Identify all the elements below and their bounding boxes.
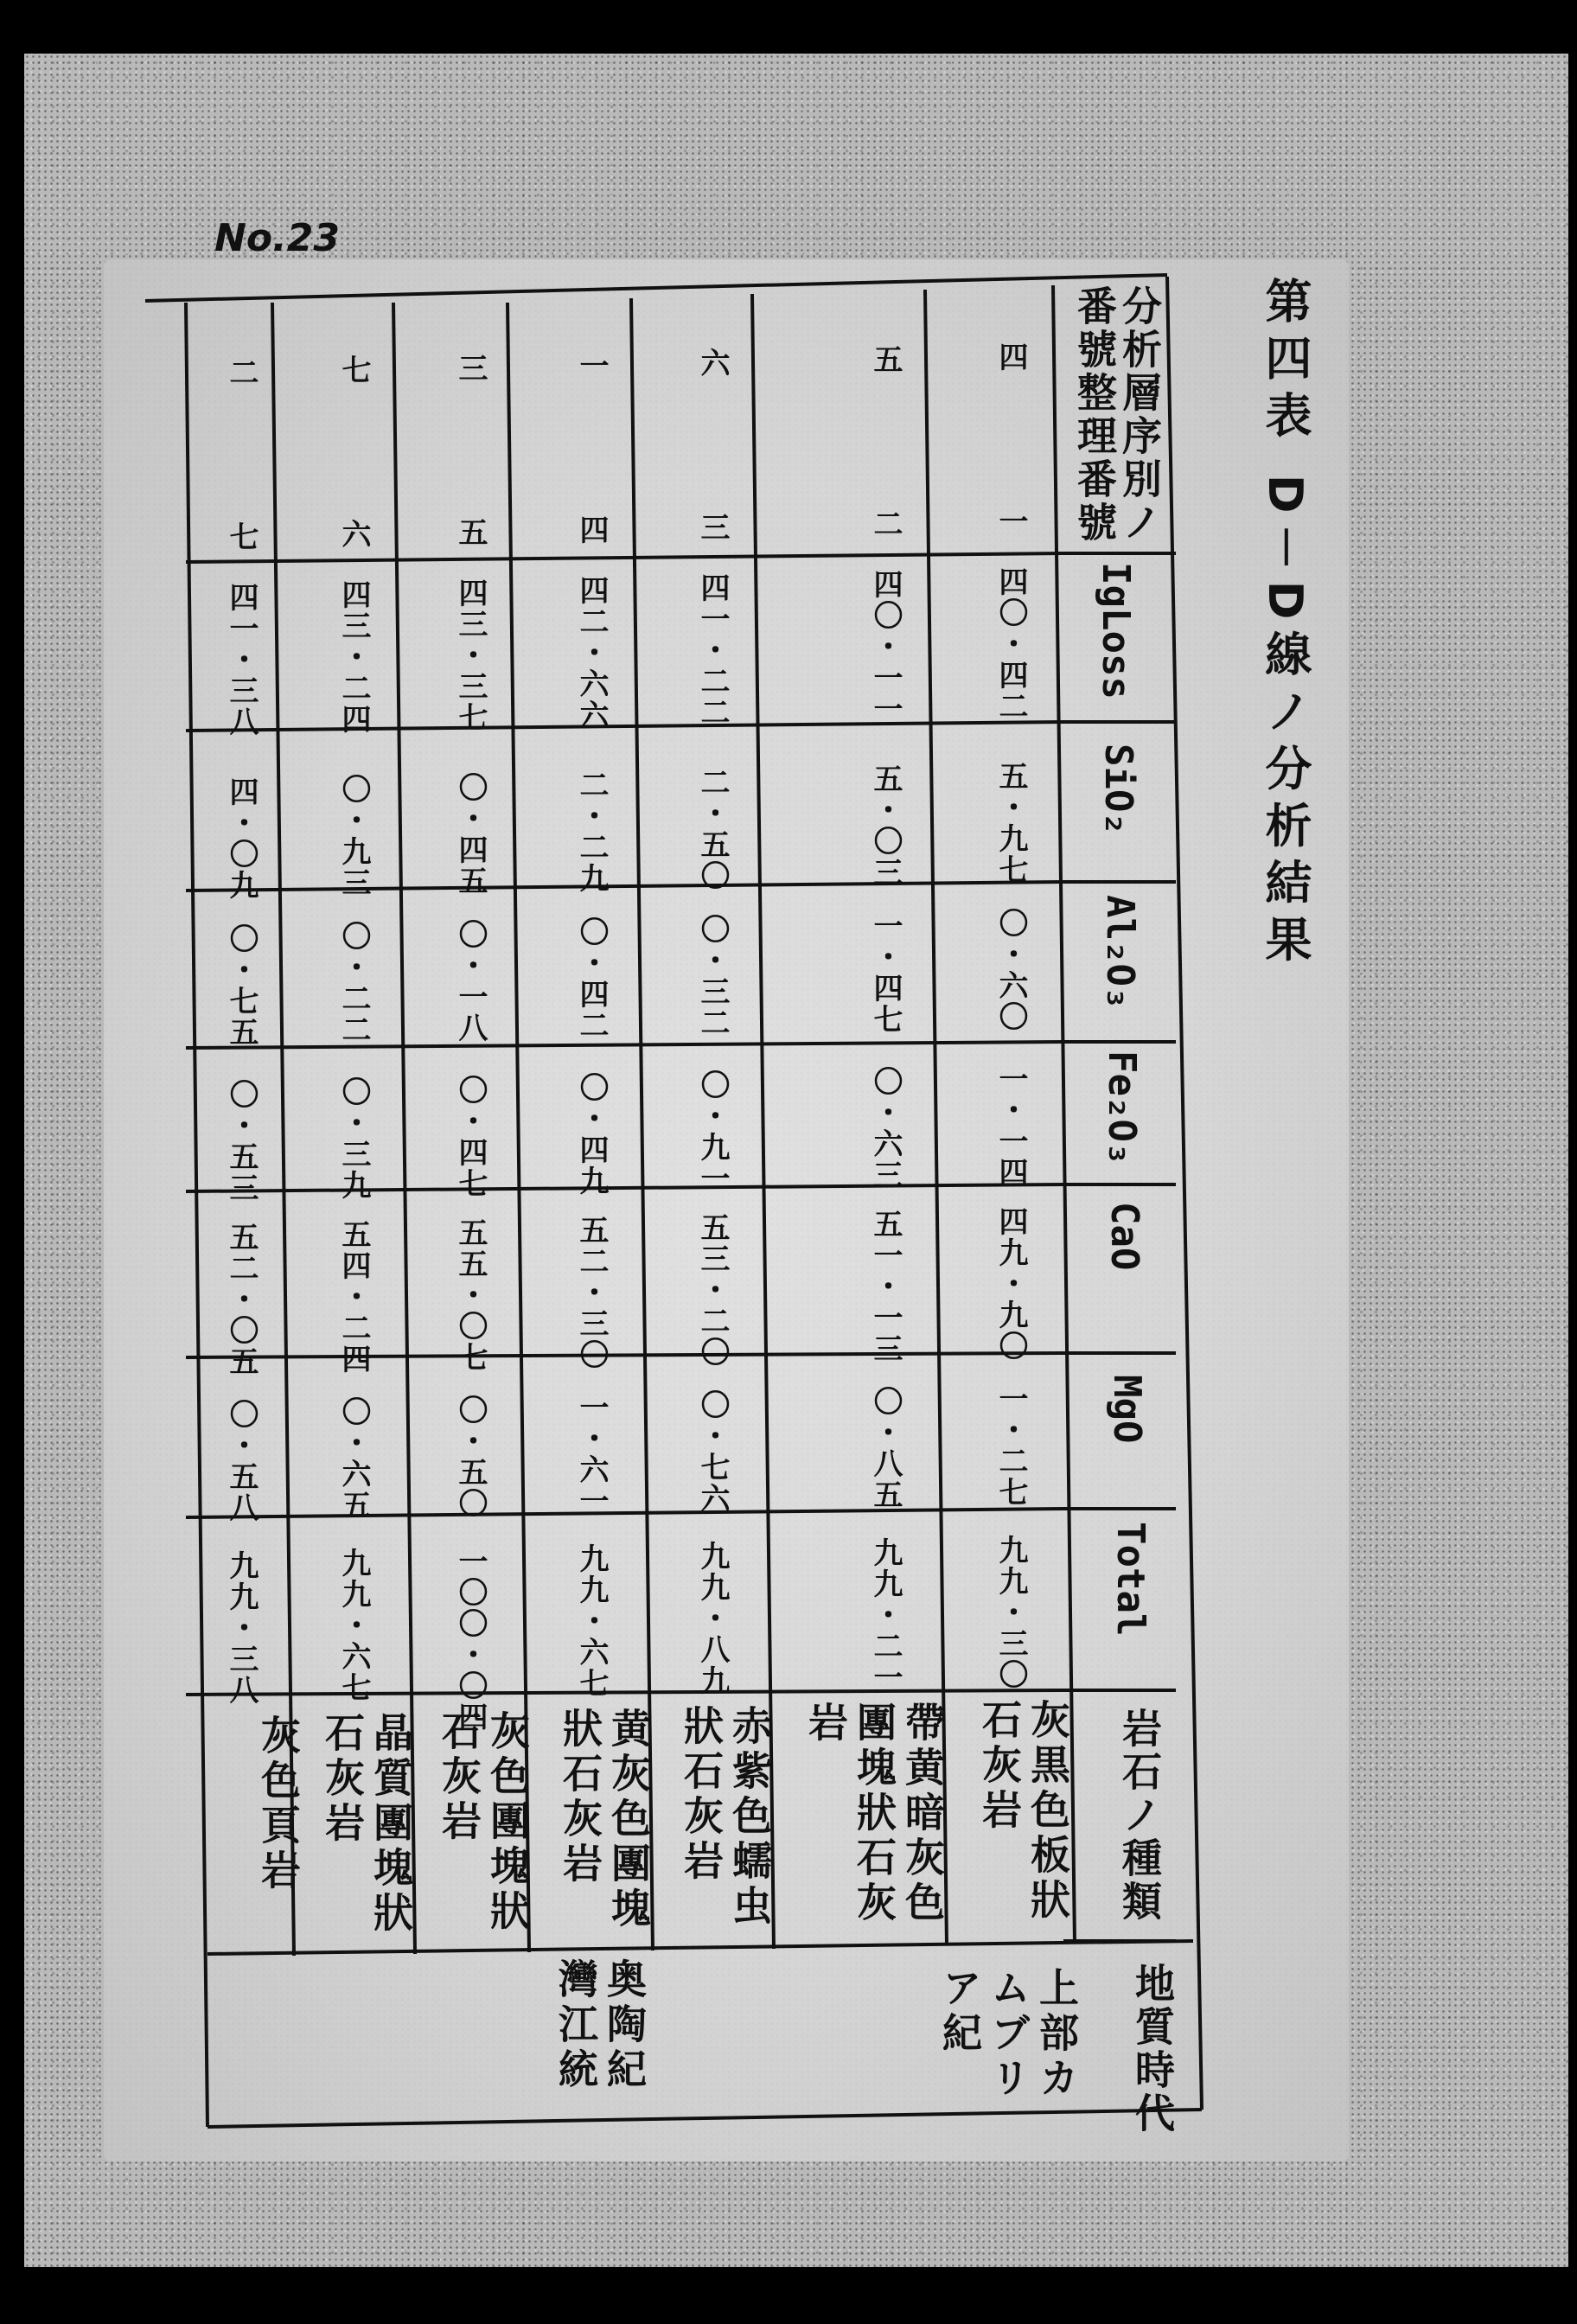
- row-6-seq: 六: [336, 519, 371, 548]
- row-2-cao: 五一・一三: [868, 1209, 903, 1364]
- row-3-total: 九九・八九: [695, 1541, 730, 1696]
- row-7-fe2o3: 〇・五三: [224, 1079, 259, 1204]
- header-igloss: IgLoss: [1094, 562, 1138, 699]
- row-7-seq: 七: [224, 521, 259, 551]
- row-6-layer: 七: [336, 354, 371, 384]
- row-1-igloss: 四〇・四二: [993, 566, 1028, 722]
- row-7-mgo: 〇・五八: [224, 1399, 259, 1523]
- row-2-layer: 五: [868, 344, 903, 374]
- row-3-sio2: 二・五〇: [695, 767, 730, 891]
- header-layer-number: 分析層序別ノ番號整理番號: [1071, 285, 1163, 545]
- row-5-cao: 五五・〇七: [453, 1217, 488, 1373]
- row-7-sio2: 四・〇九: [224, 776, 259, 901]
- row-4-cao: 五二・三〇: [574, 1215, 609, 1370]
- row-4-rock: 黄灰色團塊狀石灰岩: [557, 1708, 652, 1932]
- row-6-total: 九九・六七: [336, 1548, 371, 1703]
- row-6-cao: 五四・二四: [336, 1219, 371, 1375]
- row-6-rock: 晶質團塊狀石灰岩: [319, 1712, 414, 1937]
- row-6-sio2: 〇・九三: [336, 774, 371, 898]
- row-6-igloss: 四三・二四: [336, 579, 371, 735]
- row-5-igloss: 四三・三七: [453, 578, 488, 733]
- row-5-layer: 三: [453, 353, 488, 382]
- row-7-igloss: 四一・三八: [224, 582, 259, 737]
- row-2-seq: 二: [868, 508, 903, 538]
- row-3-fe2o3: 〇・九一: [695, 1069, 730, 1194]
- row-7-cao: 五二・〇五: [224, 1222, 259, 1377]
- row-5-seq: 五: [453, 517, 488, 546]
- row-1-seq: 一: [993, 506, 1028, 535]
- row-3-seq: 三: [695, 512, 730, 541]
- row-7-rock: 灰色頁岩: [255, 1714, 302, 1894]
- age-upper-cambrian: 上部カムブリア紀: [936, 1967, 1080, 2102]
- row-4-mgo: 一・六一: [574, 1392, 609, 1516]
- document-number: No.23: [214, 216, 340, 260]
- row-2-mgo: 〇・八五: [868, 1386, 903, 1510]
- header-al2o3: Al₂O₃: [1098, 895, 1142, 1010]
- row-4-seq: 四: [574, 514, 609, 544]
- row-3-cao: 五三・二〇: [695, 1212, 730, 1368]
- row-5-rock: 灰色團塊狀石灰岩: [436, 1710, 531, 1935]
- row-2-fe2o3: 〇・六三: [868, 1066, 903, 1191]
- row-2-total: 九九・二一: [868, 1537, 903, 1693]
- row-2-al2o3: 一・四七: [868, 910, 903, 1035]
- row-1-layer: 四: [993, 342, 1028, 371]
- row-2-rock: 帶黄暗灰色團塊狀石灰岩: [802, 1702, 946, 1926]
- row-5-al2o3: 〇・一八: [453, 919, 488, 1044]
- row-1-rock: 灰黒色板狀石灰岩: [976, 1699, 1071, 1924]
- row-3-rock: 赤紫色蠕虫狀石灰岩: [678, 1705, 773, 1930]
- row-4-sio2: 二・二九: [574, 769, 609, 894]
- row-5-sio2: 〇・四五: [453, 772, 488, 897]
- row-1-mgo: 一・二七: [993, 1383, 1028, 1508]
- header-sio2: SiO₂: [1096, 744, 1140, 835]
- header-rock-type: 岩石ノ種類: [1116, 1708, 1163, 1924]
- header-fe2o3: Fe₂O₃: [1100, 1050, 1144, 1165]
- row-5-mgo: 〇・五〇: [453, 1395, 488, 1519]
- row-7-layer: 二: [224, 357, 259, 386]
- row-1-total: 九九・三〇: [993, 1535, 1028, 1690]
- row-7-al2o3: 〇・七五: [224, 923, 259, 1048]
- row-3-layer: 六: [695, 348, 730, 377]
- row-6-fe2o3: 〇・三九: [336, 1076, 371, 1201]
- row-4-al2o3: 〇・四二: [574, 916, 609, 1041]
- row-3-igloss: 四一・二二: [695, 572, 730, 728]
- row-5-total: 一〇〇・〇四: [453, 1546, 488, 1733]
- header-total: Total: [1108, 1522, 1152, 1637]
- row-3-al2o3: 〇・三二: [695, 914, 730, 1038]
- header-geologic-age: 地質時代: [1129, 1963, 1176, 2136]
- row-6-mgo: 〇・六五: [336, 1396, 371, 1521]
- row-4-layer: 一: [574, 350, 609, 380]
- row-4-fe2o3: 〇・四九: [574, 1072, 609, 1197]
- row-2-igloss: 四〇・一一: [868, 569, 903, 725]
- row-4-igloss: 四二・六六: [574, 575, 609, 731]
- row-6-al2o3: 〇・二二: [336, 921, 371, 1045]
- header-mgo: MgO: [1105, 1375, 1149, 1444]
- row-7-total: 九九・三八: [224, 1550, 259, 1706]
- row-1-al2o3: 〇・六〇: [993, 908, 1028, 1032]
- age-ordovician: 奥陶紀灣江統: [552, 1958, 648, 2093]
- row-1-fe2o3: 一・一四: [993, 1063, 1028, 1188]
- row-5-fe2o3: 〇・四七: [453, 1075, 488, 1199]
- row-1-cao: 四九・九〇: [993, 1206, 1028, 1362]
- row-2-sio2: 五・〇三: [868, 763, 903, 888]
- row-3-mgo: 〇・七六: [695, 1389, 730, 1514]
- row-1-sio2: 五・九七: [993, 761, 1028, 885]
- header-cao: CaO: [1102, 1202, 1146, 1271]
- row-4-total: 九九・六七: [574, 1543, 609, 1699]
- table-title: 第四表 D－D線ノ分析結果: [1258, 277, 1312, 973]
